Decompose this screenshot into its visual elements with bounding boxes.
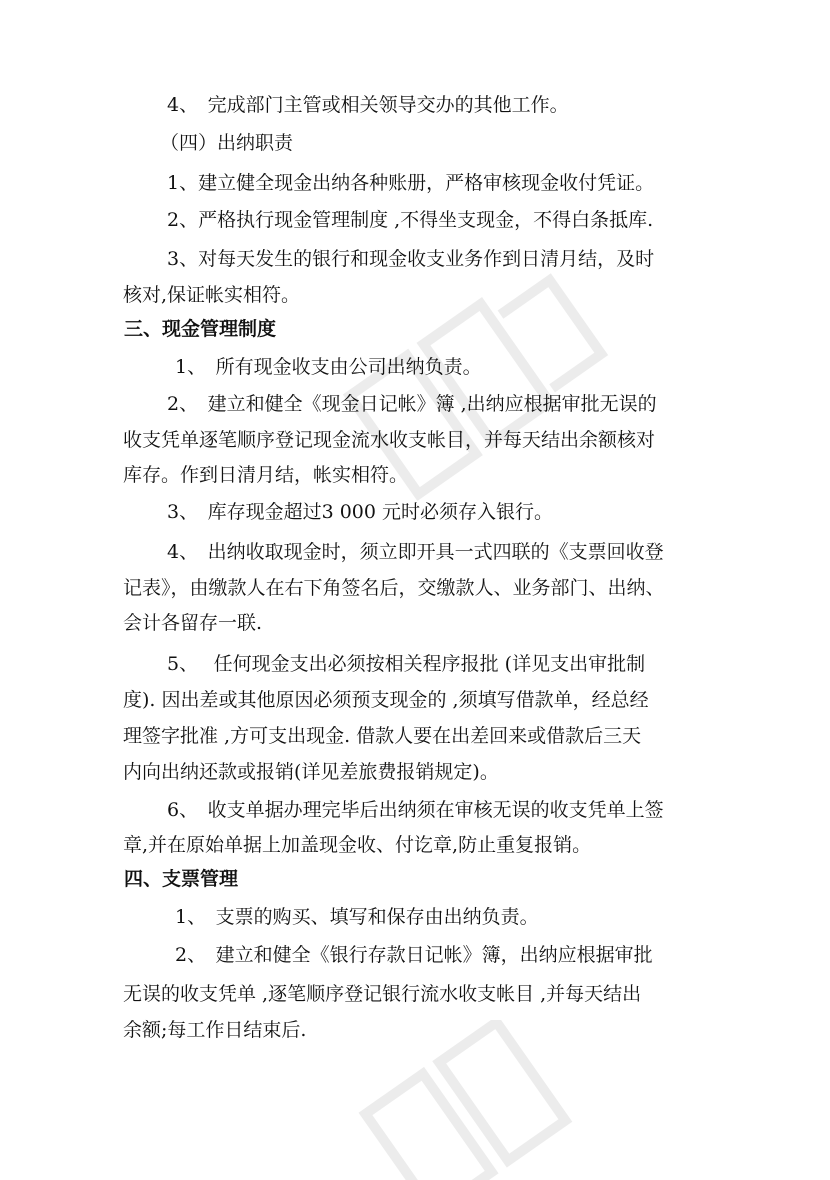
text-line: 5、 任何现金支出必须按相关程序报批 (详见支出审批制 <box>167 653 646 675</box>
text-line: 收支凭单逐笔顺序登记现金流水收支帐目，并每天结出余额核对 <box>123 429 656 451</box>
text-line: 1、 支票的购买、填写和保存由出纳负责。 <box>175 906 539 928</box>
section-heading: 三、现金管理制度 <box>124 318 277 340</box>
text-line: 1、建立健全现金出纳各种账册，严格审核现金收付凭证。 <box>167 172 655 194</box>
text-line: 4、 完成部门主管或相关领导交办的其他工作。 <box>167 94 569 116</box>
text-line: 理签字批准 ,方可支出现金. 借款人要在出差回来或借款后三天 <box>123 725 642 747</box>
text-line: 6、 收支单据办理完毕后出纳须在审核无误的收支凭单上签 <box>167 799 664 821</box>
section-subheading: （四）出纳职责 <box>160 132 294 154</box>
text-line: 记表》，由缴款人在右下角签名后，交缴款人、业务部门、出纳、 <box>123 577 665 599</box>
text-line: 章,并在原始单据上加盖现金收、付讫章,防止重复报销。 <box>123 834 592 856</box>
watermark <box>340 1020 640 1180</box>
text-line: 3、对每天发生的银行和现金收支业务作到日清月结，及时 <box>167 248 655 270</box>
text-line: 内向出纳还款或报销(详见差旅费报销规定)。 <box>123 761 499 783</box>
text-line: 余额;每工作日结束后. <box>123 1019 307 1041</box>
text-line: 会计各留存一联. <box>123 612 263 634</box>
section-heading: 四、支票管理 <box>124 868 239 890</box>
text-line: 2、严格执行现金管理制度 ,不得坐支现金，不得白条抵库. <box>167 209 654 231</box>
text-line: 库存。作到日清月结，帐实相符。 <box>123 464 409 486</box>
text-line: 4、 出纳收取现金时，须立即开具一式四联的《支票回收登 <box>167 541 664 563</box>
text-line: 度). 因出差或其他原因必须预支现金的 ,须填写借款单，经总经 <box>123 689 649 711</box>
text-line: 2、 建立和健全《银行存款日记帐》簿，出纳应根据审批 <box>175 944 653 966</box>
text-line: 2、 建立和健全《现金日记帐》簿 ,出纳应根据审批无误的 <box>167 393 657 415</box>
text-line: 核对,保证帐实相符。 <box>123 284 301 306</box>
text-line: 无误的收支凭单 ,逐笔顺序登记银行流水收支帐目 ,并每天结出 <box>123 983 642 1005</box>
text-line: 1、 所有现金收支由公司出纳负责。 <box>175 356 482 378</box>
text-line: 3、 库存现金超过3 000 元时必须存入银行。 <box>167 501 554 523</box>
